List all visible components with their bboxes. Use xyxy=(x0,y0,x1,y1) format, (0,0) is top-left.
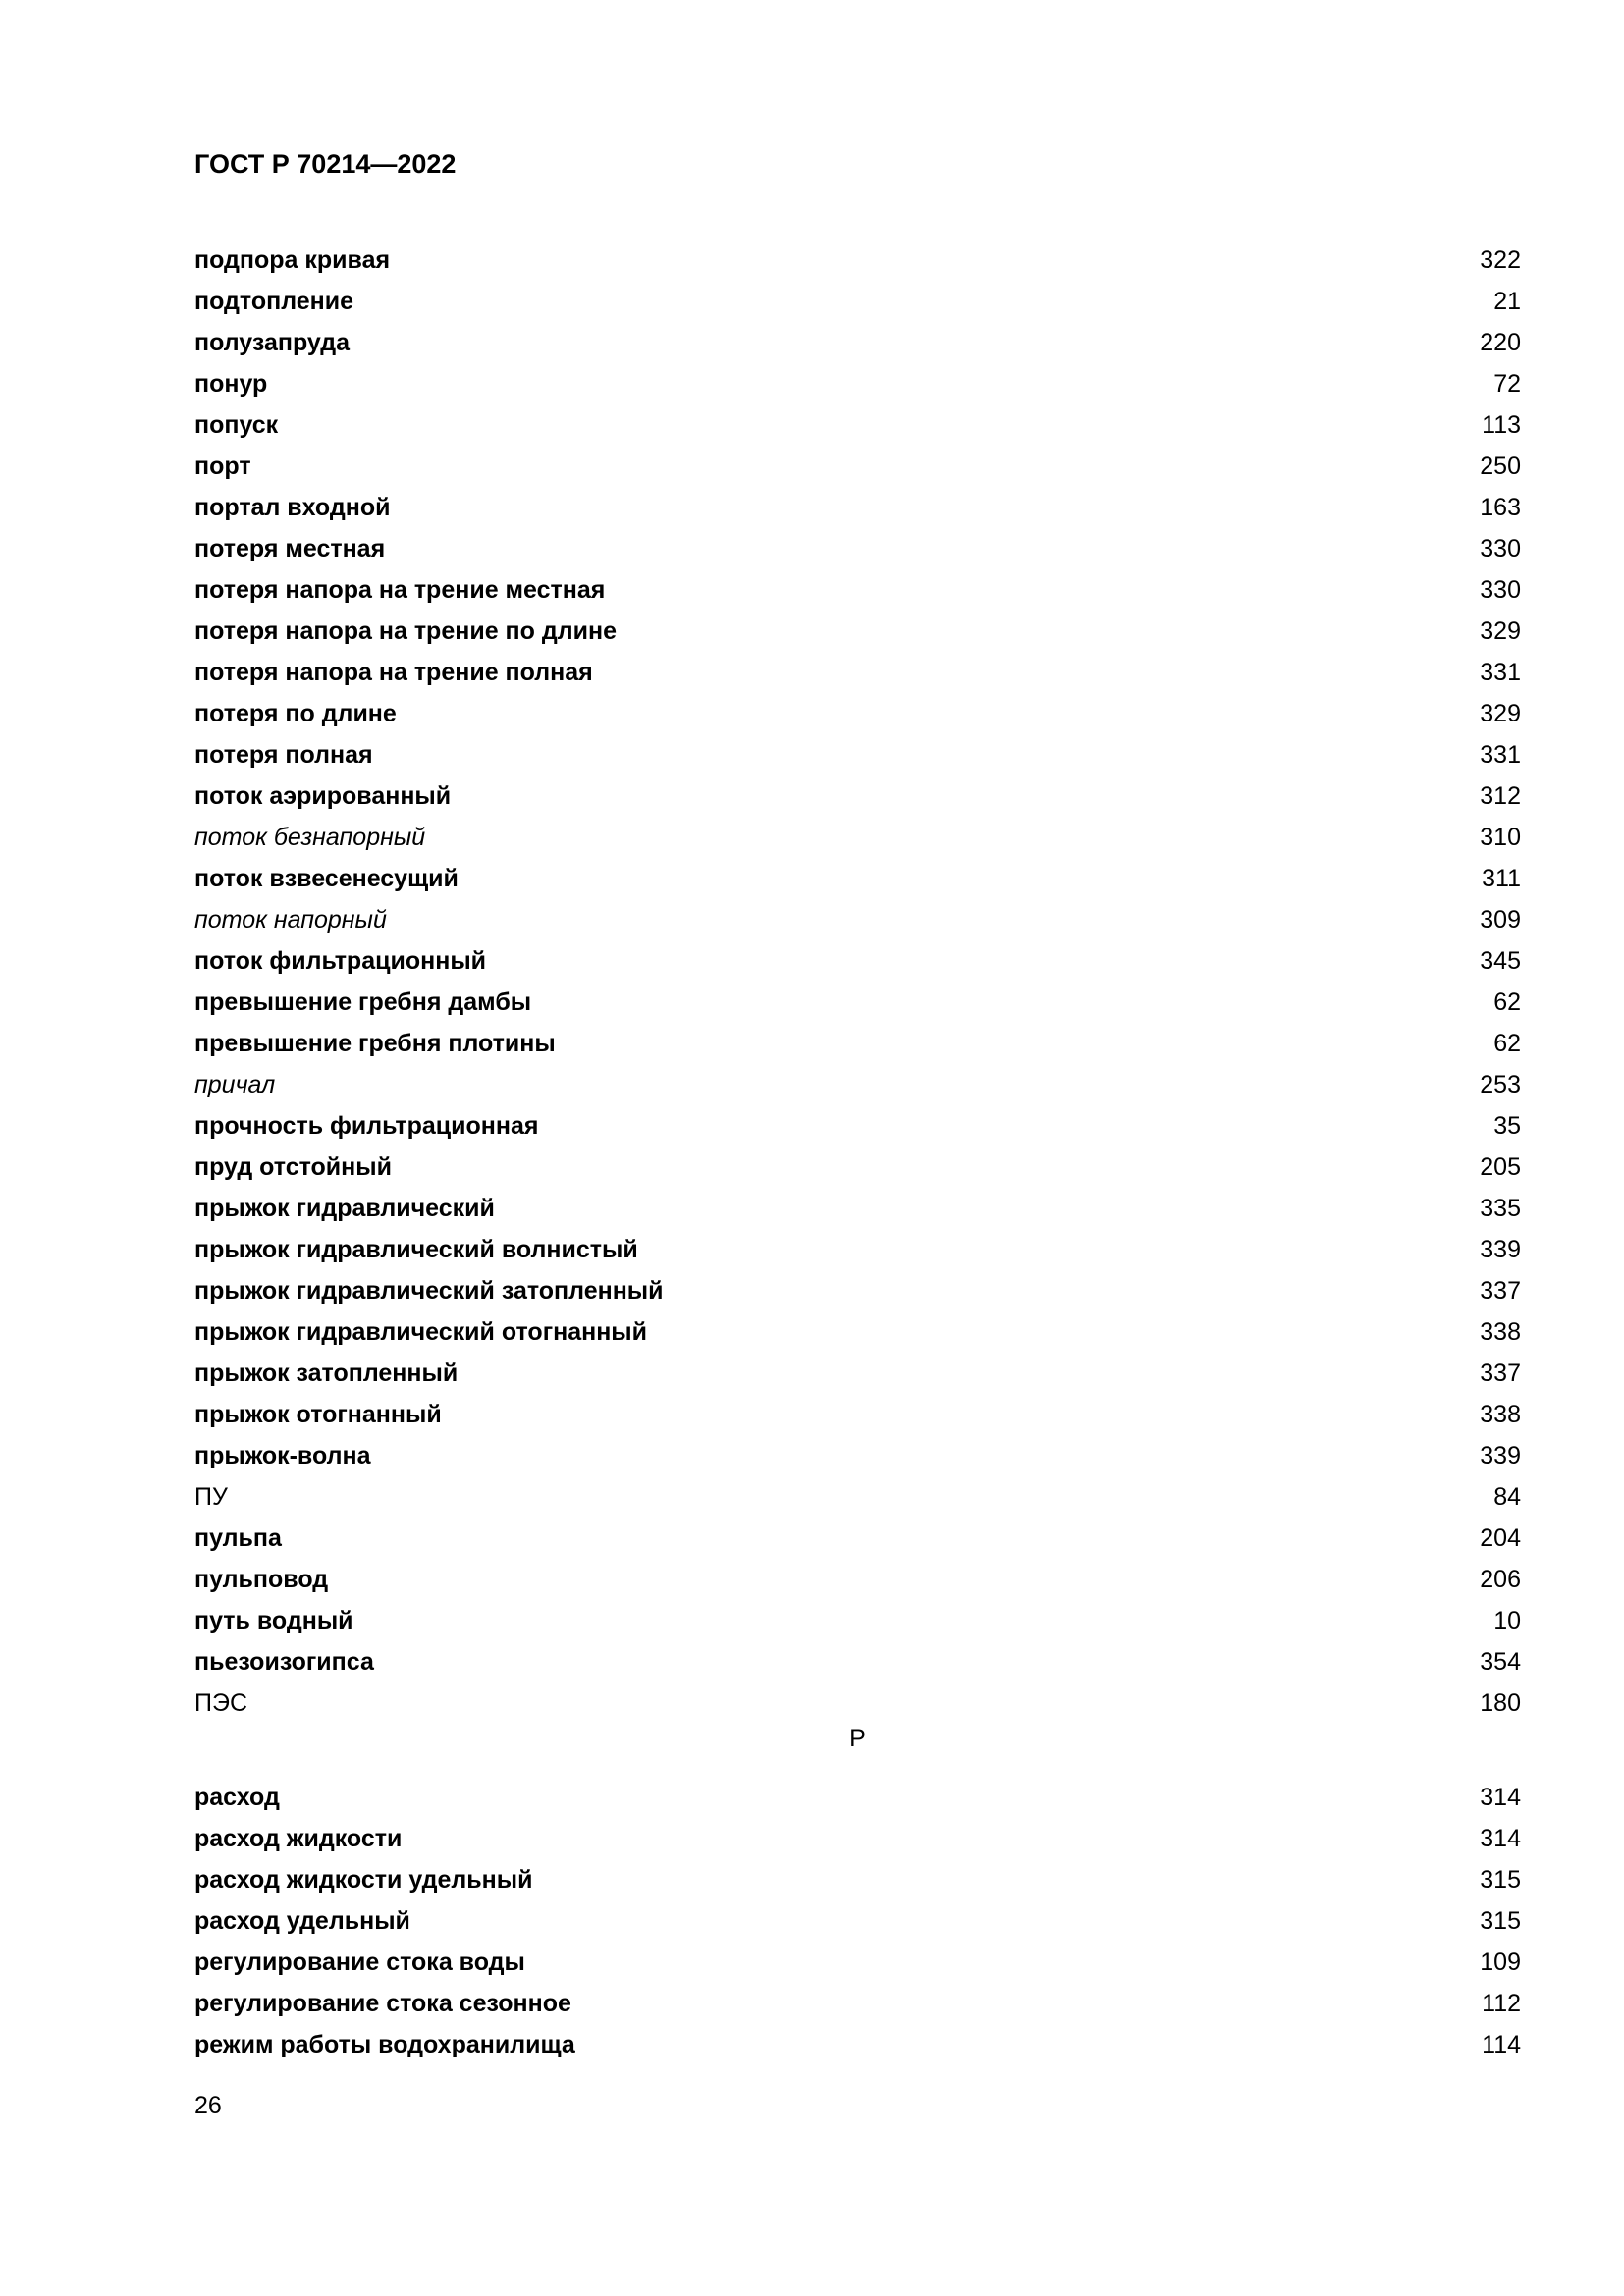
index-term-number: 314 xyxy=(1480,1825,1521,1852)
index-term-number: 62 xyxy=(1493,1030,1521,1057)
index-term: поток аэрированный xyxy=(194,782,452,810)
index-entry xyxy=(194,1270,1521,1311)
section-letter-heading xyxy=(194,1724,1521,1765)
index-term: расход жидкости удельный xyxy=(194,1866,533,1894)
index-term: прыжок гидравлический отогнанный xyxy=(194,1318,648,1346)
index-term-number: 62 xyxy=(1493,988,1521,1016)
index-term: прыжок гидравлический волнистый xyxy=(194,1236,638,1263)
index-term: попуск xyxy=(194,411,279,439)
index-entry xyxy=(194,1682,1521,1724)
index-term-number: 322 xyxy=(1480,246,1521,274)
index-term-number: 10 xyxy=(1493,1607,1521,1634)
index-term-number: 114 xyxy=(1482,2031,1521,2058)
index-entry xyxy=(194,1559,1521,1600)
index-entry xyxy=(194,322,1521,363)
index-term-number: 315 xyxy=(1480,1866,1521,1894)
index-entry xyxy=(194,1311,1521,1353)
index-term: прыжок-волна xyxy=(194,1442,371,1469)
document-header: ГОСТ Р 70214—2022 xyxy=(194,149,457,179)
index-entry xyxy=(194,652,1521,693)
index-entry xyxy=(194,1600,1521,1641)
index-term-number: 330 xyxy=(1480,576,1521,604)
index-term-number: 180 xyxy=(1480,1689,1521,1717)
index-entry xyxy=(194,982,1521,1023)
index-entry xyxy=(194,1188,1521,1229)
index-entry xyxy=(194,1435,1521,1476)
index-term: регулирование стока воды xyxy=(194,1949,525,1976)
index-term: превышение гребня плотины xyxy=(194,1030,556,1057)
index-term-number: 329 xyxy=(1480,617,1521,645)
index-term: потеря напора на трение по длине xyxy=(194,617,617,645)
index-term-number: 337 xyxy=(1480,1277,1521,1305)
index-term: расход xyxy=(194,1784,280,1811)
index-term: пьезоизогипса xyxy=(194,1648,374,1676)
index-entry xyxy=(194,240,1521,281)
index-term: подпора кривая xyxy=(194,246,391,274)
index-term: прочность фильтрационная xyxy=(194,1112,539,1140)
index-term-number: 84 xyxy=(1493,1483,1521,1511)
index-term-number: 35 xyxy=(1493,1112,1521,1140)
index-term-number: 337 xyxy=(1480,1360,1521,1387)
index-term-number: 329 xyxy=(1480,700,1521,727)
index-group-p xyxy=(194,240,1521,1724)
index-term-number: 113 xyxy=(1482,411,1521,439)
index-entry xyxy=(194,487,1521,528)
index-entry xyxy=(194,693,1521,734)
index-term-number: 109 xyxy=(1480,1949,1521,1976)
index-entry xyxy=(194,1147,1521,1188)
index-term: потеря местная xyxy=(194,535,386,562)
index-term-number: 314 xyxy=(1480,1784,1521,1811)
index-entry xyxy=(194,1641,1521,1682)
index-term: регулирование стока сезонное xyxy=(194,1990,571,2017)
index-entry xyxy=(194,817,1521,858)
index-term: прыжок гидравлический xyxy=(194,1195,495,1222)
index-term: подтопление xyxy=(194,288,354,315)
index-entry xyxy=(194,1942,1521,1983)
index-entry xyxy=(194,775,1521,817)
section-letter: Р xyxy=(849,1725,866,1752)
index-term: потеря напора на трение местная xyxy=(194,576,606,604)
index-term: расход удельный xyxy=(194,1907,410,1935)
index-entry xyxy=(194,1476,1521,1518)
index-term: прыжок затопленный xyxy=(194,1360,459,1387)
index-entry xyxy=(194,1105,1521,1147)
index-term-number: 112 xyxy=(1482,1990,1521,2017)
index-entry xyxy=(194,528,1521,569)
index-entry xyxy=(194,2024,1521,2065)
index-term-number: 205 xyxy=(1480,1153,1521,1181)
index-entry xyxy=(194,1394,1521,1435)
index-entry xyxy=(194,404,1521,446)
index-term: поток напорный xyxy=(194,906,387,934)
index-term: причал xyxy=(194,1071,276,1098)
index-term-number: 204 xyxy=(1480,1524,1521,1552)
index-term: расход жидкости xyxy=(194,1825,403,1852)
index-term: портал входной xyxy=(194,494,391,521)
index-entry xyxy=(194,1859,1521,1900)
index-term: режим работы водохранилища xyxy=(194,2031,575,2058)
index-entry xyxy=(194,611,1521,652)
index-term-number: 310 xyxy=(1480,824,1521,851)
alphabetical-index xyxy=(194,240,1521,2065)
index-entry xyxy=(194,858,1521,899)
index-term-number: 220 xyxy=(1480,329,1521,356)
index-entry xyxy=(194,1353,1521,1394)
index-group-r xyxy=(194,1777,1521,2065)
index-entry xyxy=(194,1777,1521,1818)
index-term: понур xyxy=(194,370,268,398)
index-term-number: 354 xyxy=(1480,1648,1521,1676)
index-term-number: 72 xyxy=(1493,370,1521,398)
index-term-number: 315 xyxy=(1480,1907,1521,1935)
index-term-number: 311 xyxy=(1482,865,1521,892)
index-term-number: 339 xyxy=(1480,1236,1521,1263)
index-term: поток безнапорный xyxy=(194,824,426,851)
index-term-number: 338 xyxy=(1480,1401,1521,1428)
index-term-number: 331 xyxy=(1480,659,1521,686)
index-term: потеря по длине xyxy=(194,700,397,727)
index-term: пульпа xyxy=(194,1524,282,1552)
index-term-number: 330 xyxy=(1480,535,1521,562)
index-entry xyxy=(194,899,1521,940)
index-term-number: 253 xyxy=(1480,1071,1521,1098)
index-entry xyxy=(194,446,1521,487)
index-term: поток фильтрационный xyxy=(194,947,487,975)
index-entry xyxy=(194,1023,1521,1064)
index-term: поток взвесенесущий xyxy=(194,865,459,892)
index-term: ПЭС xyxy=(194,1689,247,1717)
index-term: прыжок отогнанный xyxy=(194,1401,442,1428)
index-term: путь водный xyxy=(194,1607,353,1634)
index-entry xyxy=(194,1064,1521,1105)
index-term: потеря полная xyxy=(194,741,373,769)
index-term-number: 345 xyxy=(1480,947,1521,975)
index-term: ПУ xyxy=(194,1483,228,1511)
index-entry xyxy=(194,363,1521,404)
index-entry xyxy=(194,281,1521,322)
index-term-number: 21 xyxy=(1493,288,1521,315)
index-term: пруд отстойный xyxy=(194,1153,392,1181)
index-entry xyxy=(194,1818,1521,1859)
index-entry xyxy=(194,569,1521,611)
index-term-number: 163 xyxy=(1480,494,1521,521)
index-entry xyxy=(194,1900,1521,1942)
index-term-number: 309 xyxy=(1480,906,1521,934)
index-term: потеря напора на трение полная xyxy=(194,659,593,686)
index-term-number: 206 xyxy=(1480,1566,1521,1593)
index-term: порт xyxy=(194,453,251,480)
index-term-number: 331 xyxy=(1480,741,1521,769)
index-entry xyxy=(194,1983,1521,2024)
index-entry xyxy=(194,734,1521,775)
index-term-number: 312 xyxy=(1480,782,1521,810)
index-entry xyxy=(194,940,1521,982)
index-term-number: 250 xyxy=(1480,453,1521,480)
index-term-number: 339 xyxy=(1480,1442,1521,1469)
page-number: 26 xyxy=(194,2092,222,2119)
index-term: превышение гребня дамбы xyxy=(194,988,532,1016)
index-term-number: 338 xyxy=(1480,1318,1521,1346)
index-term: пульповод xyxy=(194,1566,329,1593)
index-term-number: 335 xyxy=(1480,1195,1521,1222)
index-term: прыжок гидравлический затопленный xyxy=(194,1277,664,1305)
index-term: полузапруда xyxy=(194,329,350,356)
index-entry xyxy=(194,1229,1521,1270)
index-entry xyxy=(194,1518,1521,1559)
